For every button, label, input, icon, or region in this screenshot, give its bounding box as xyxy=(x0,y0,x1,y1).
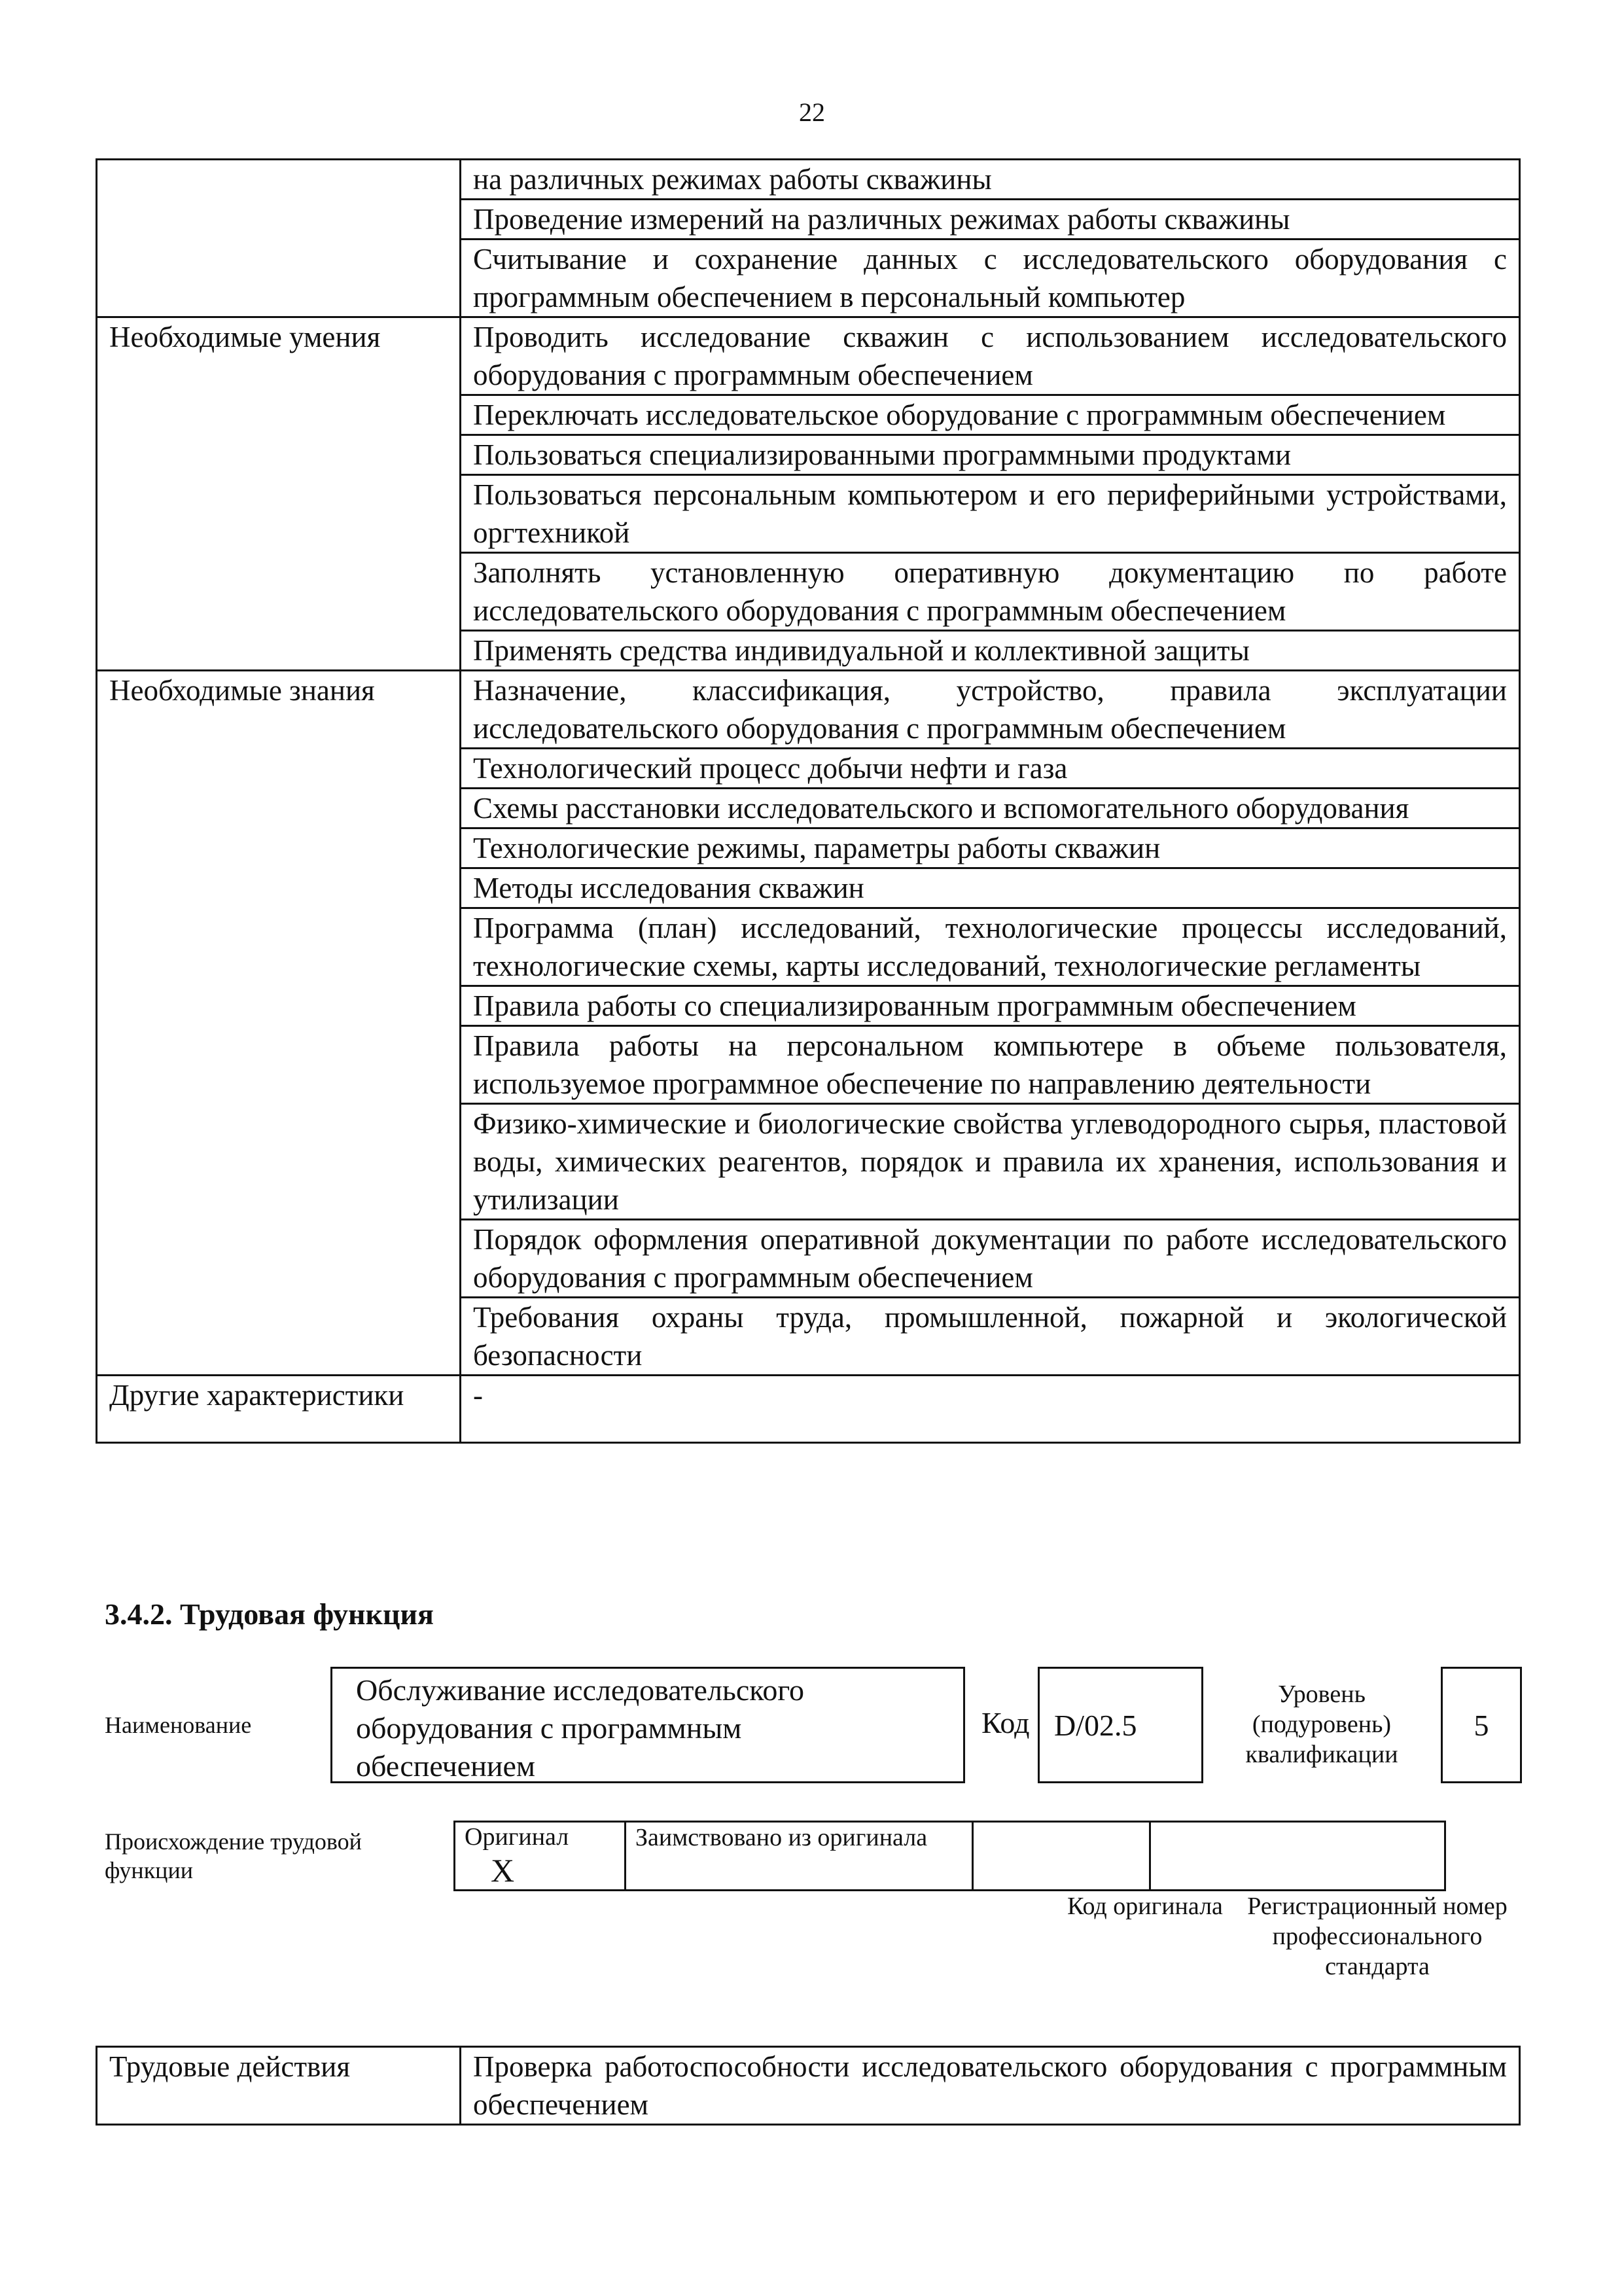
table-cell: Проверка работоспособности исследовательского оборудования с программным обеспечением xyxy=(461,2047,1520,2125)
borrowed-cell: Заимствовано из оригинала xyxy=(626,1822,973,1891)
level-box xyxy=(1441,1667,1522,1783)
level-value: 5 xyxy=(1474,1709,1489,1742)
table-cell: Технологический процесс добычи нефти и газа xyxy=(461,749,1520,789)
table-cell: Переключать исследовательское оборудование с программным обеспечением xyxy=(461,395,1520,435)
table-row xyxy=(97,2047,1520,2125)
table-cell: Технологические режимы, параметры работы скважин xyxy=(461,828,1520,868)
table-cell: Требования охраны труда, промышленной, пожарной и экологической безопасности xyxy=(461,1298,1520,1376)
competency-table xyxy=(96,158,1521,1444)
table-row xyxy=(97,160,1520,200)
function-name: Обслуживание исследовательского оборудования с программным обеспечением xyxy=(356,1673,805,1783)
name-label: Наименование xyxy=(105,1712,252,1738)
reg-number-caption: Регистрационный номер профессионального стандарта xyxy=(1247,1893,1508,1980)
actions-table xyxy=(96,2046,1521,2126)
function-name-box xyxy=(330,1667,965,1783)
table-cell: Заполнять установленную оперативную документацию по работе исследовательского оборудования с программным обеспечением xyxy=(461,553,1520,631)
table-cell: Программа (план) исследований, технологические процессы исследований, технологические схемы, карты исследований, технологические регламенты xyxy=(461,908,1520,986)
row-label-knowledge: Необходимые знания xyxy=(97,671,461,1376)
reg-number-cell xyxy=(1150,1822,1445,1891)
original-mark: X xyxy=(491,1852,515,1889)
table-cell: Считывание и сохранение данных с исследовательского оборудования с программным обеспечением в персональный компьютер xyxy=(461,240,1520,317)
table-cell: Проведение измерений на различных режимах работы скважины xyxy=(461,200,1520,240)
original-label: Оригинал xyxy=(465,1823,569,1851)
level-label: Уровень (подуровень) квалификации xyxy=(1245,1681,1398,1768)
table-row xyxy=(97,1376,1520,1443)
table-cell: Правила работы со специализированным программным обеспечением xyxy=(461,986,1520,1026)
table-cell: Методы исследования скважин xyxy=(461,868,1520,908)
table-cell: Назначение, классификация, устройство, правила эксплуатации исследовательского оборудования с программным обеспечением xyxy=(461,671,1520,749)
code-box xyxy=(1038,1667,1203,1783)
table-row xyxy=(97,671,1520,749)
code-original-caption: Код оригинала xyxy=(1067,1893,1223,1920)
row-label-actions: Трудовые действия xyxy=(97,2047,461,2125)
page-number: 22 xyxy=(799,98,825,127)
table-cell: Пользоваться персональным компьютером и его периферийными устройствами, оргтехникой xyxy=(461,475,1520,553)
table-cell: Схемы расстановки исследовательского и вспомогательного оборудования xyxy=(461,789,1520,828)
table-cell: - xyxy=(461,1376,1520,1443)
origin-table xyxy=(453,1821,1446,1891)
section-title: 3.4.2. Трудовая функция xyxy=(105,1597,434,1631)
origin-label: Происхождение трудовой функции xyxy=(105,1828,362,1883)
row-label-other: Другие характеристики xyxy=(97,1376,461,1443)
table-cell: Применять средства индивидуальной и коллективной защиты xyxy=(461,631,1520,671)
table-row xyxy=(97,317,1520,395)
table-cell: Правила работы на персональном компьютере в объеме пользователя, используемое программное обеспечение по направлению деятельности xyxy=(461,1026,1520,1104)
code-label: Код xyxy=(981,1706,1030,1739)
table-cell: Пользоваться специализированными программными продуктами xyxy=(461,435,1520,475)
table-cell: Проводить исследование скважин с использованием исследовательского оборудования с программным обеспечением xyxy=(461,317,1520,395)
table-cell: на различных режимах работы скважины xyxy=(461,160,1520,200)
table-cell: Физико-химические и биологические свойства углеводородного сырья, пластовой воды, химических реагентов, порядок и правила их хранения, использования и утилизации xyxy=(461,1104,1520,1220)
code-original-cell xyxy=(973,1822,1150,1891)
code-value: D/02.5 xyxy=(1054,1709,1137,1742)
table-cell: Порядок оформления оперативной документации по работе исследовательского оборудования с программным обеспечением xyxy=(461,1220,1520,1298)
row-label-skills: Необходимые умения xyxy=(97,317,461,671)
original-cell xyxy=(455,1822,626,1891)
row-label xyxy=(97,160,461,317)
